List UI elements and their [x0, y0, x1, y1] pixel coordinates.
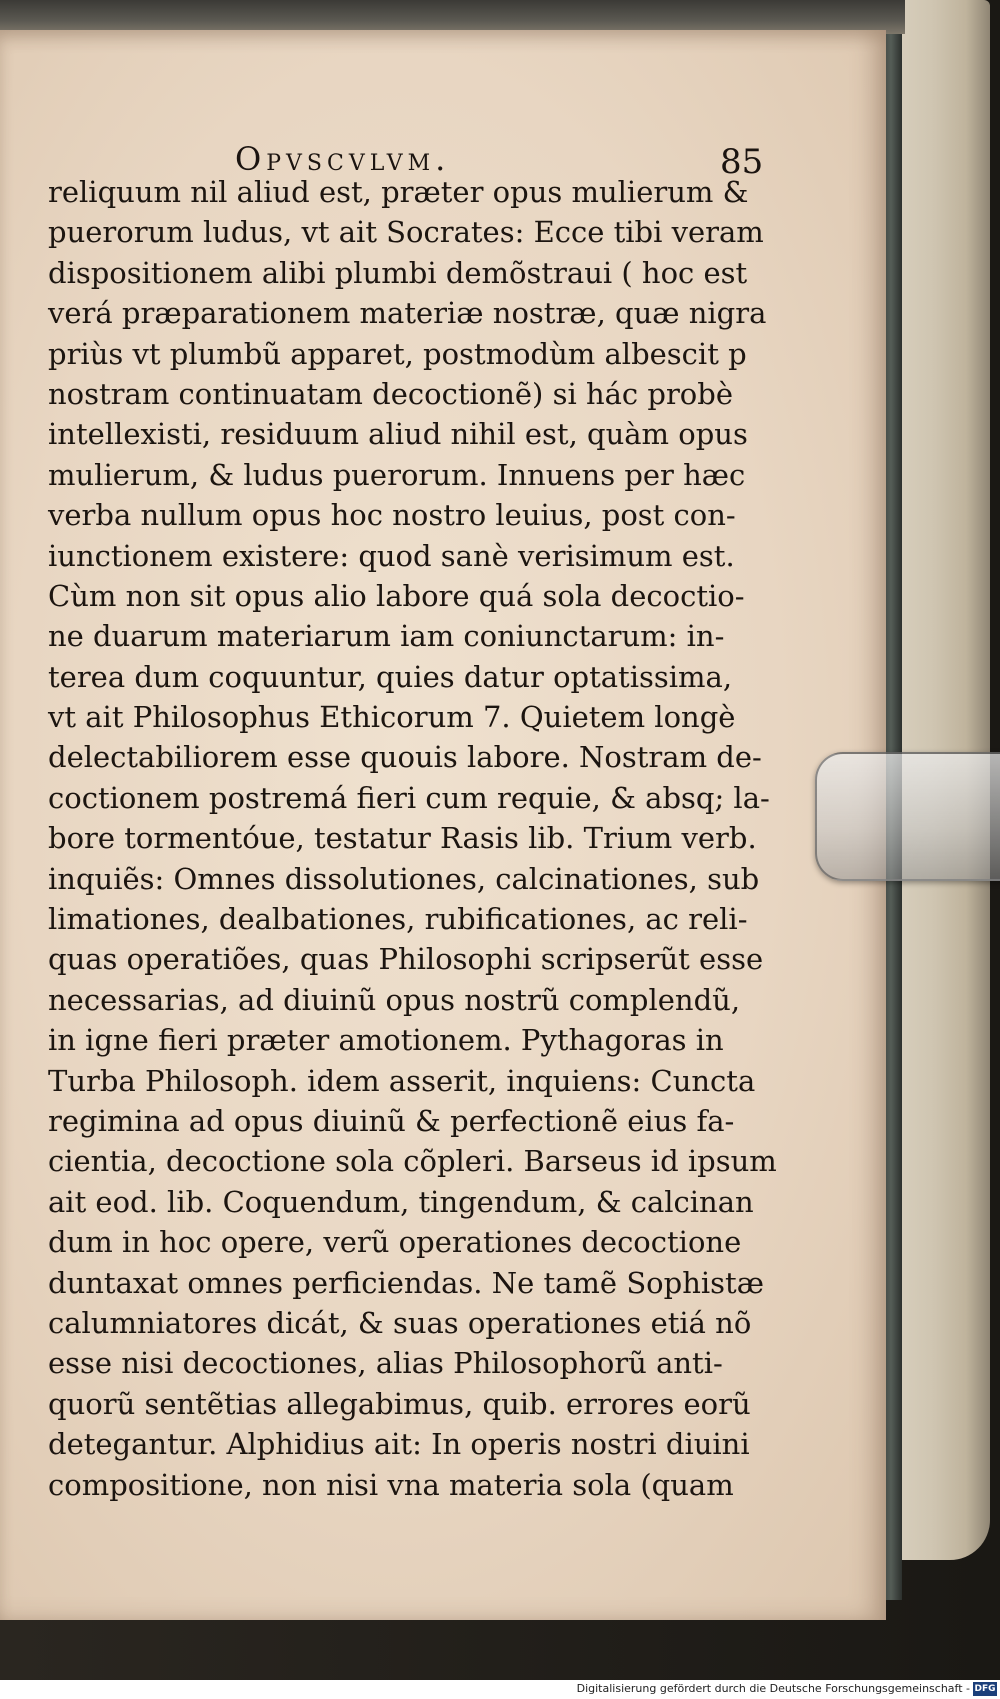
- text-line: verba nullum opus hoc nostro leuius, post con-: [48, 498, 736, 533]
- text-line: inquiẽs: Omnes dissolutiones, calcinationes, sub: [48, 861, 760, 896]
- text-line: detegantur. Alphidius ait: In operis nostri diuini: [48, 1427, 750, 1462]
- text-line: reliquum nil aliud est, præter opus mulierum &: [48, 175, 749, 209]
- text-block: [48, 172, 777, 1505]
- digitization-footer: [0, 1680, 1000, 1699]
- book-top-edge: [0, 0, 905, 34]
- text-line: quorũ sentẽtias allegabimus, quib. errores eorũ: [48, 1386, 751, 1421]
- text-line: Cùm non sit opus alio labore quá sola decoctio-: [48, 578, 745, 613]
- text-line: duntaxat omnes perficiendas. Ne tamẽ Sophistæ: [48, 1265, 764, 1300]
- text-line: verá præparationem materiæ nostræ, quæ nigra: [48, 296, 767, 331]
- text-line: mulierum, & ludus puerorum. Innuens per hæc: [48, 457, 746, 492]
- text-line: dum in hoc opere, verũ operationes decoctione: [48, 1225, 742, 1260]
- text-line: calumniatores dicát, & suas operationes etiá nõ: [48, 1305, 752, 1340]
- text-line: regimina ad opus diuinũ & perfectionẽ eius fa-: [48, 1103, 735, 1138]
- text-line: quas operatiões, quas Philosophi scripserũt esse: [48, 942, 764, 977]
- text-line: vt ait Philosophus Ethicorum 7. Quietem longè: [48, 700, 736, 735]
- text-line: ait eod. lib. Coquendum, tingendum, & calcinan: [48, 1184, 754, 1219]
- text-line: coctionem postremá fieri cum requie, & absq; la-: [48, 780, 770, 815]
- text-line: intellexisti, residuum aliud nihil est, quàm opus: [48, 417, 748, 452]
- text-line: Turba Philosoph. idem asserit, inquiens: Cuncta: [48, 1063, 756, 1098]
- running-head-title: Opvscvlvm.: [235, 140, 451, 178]
- text-line: cientia, decoctione sola cõpleri. Barseus id ipsum: [48, 1144, 777, 1179]
- text-line: priùs vt plumbũ apparet, postmodùm albescit p: [48, 336, 747, 371]
- text-line: in igne fieri præter amotionem. Pythagoras in: [48, 1023, 724, 1058]
- text-line: limationes, dealbationes, rubificationes, ac reli-: [48, 902, 748, 937]
- text-line: delectabiliorem esse quouis labore. Nostram de-: [48, 740, 762, 775]
- page-clip: [815, 752, 1000, 881]
- text-line: nostram continuatam decoctionẽ) si hác probè: [48, 376, 733, 411]
- text-line: compositione, non nisi vna materia sola (quam: [48, 1467, 734, 1502]
- text-line: iunctionem existere: quod sanè verisimum est.: [48, 538, 735, 573]
- footer-credit: Digitalisierung gefördert durch die Deutsche Forschungsgemeinschaft -: [576, 1682, 970, 1695]
- text-line: dispositionem alibi plumbi demõstraui ( hoc est: [48, 255, 748, 290]
- text-line: puerorum ludus, vt ait Socrates: Ecce tibi veram: [48, 215, 764, 250]
- dfg-logo: DFG: [974, 1684, 996, 1694]
- text-line: bore tormentóue, testatur Rasis lib. Trium verb.: [48, 821, 757, 856]
- text-line: necessarias, ad diuinũ opus nostrũ complendũ,: [48, 982, 741, 1017]
- text-line: ne duarum materiarum iam coniunctarum: in-: [48, 619, 725, 654]
- page-number: 85: [720, 142, 764, 182]
- text-line: terea dum coquuntur, quies datur optatissima,: [48, 659, 733, 694]
- text-line: esse nisi decoctiones, alias Philosophorũ anti-: [48, 1346, 723, 1381]
